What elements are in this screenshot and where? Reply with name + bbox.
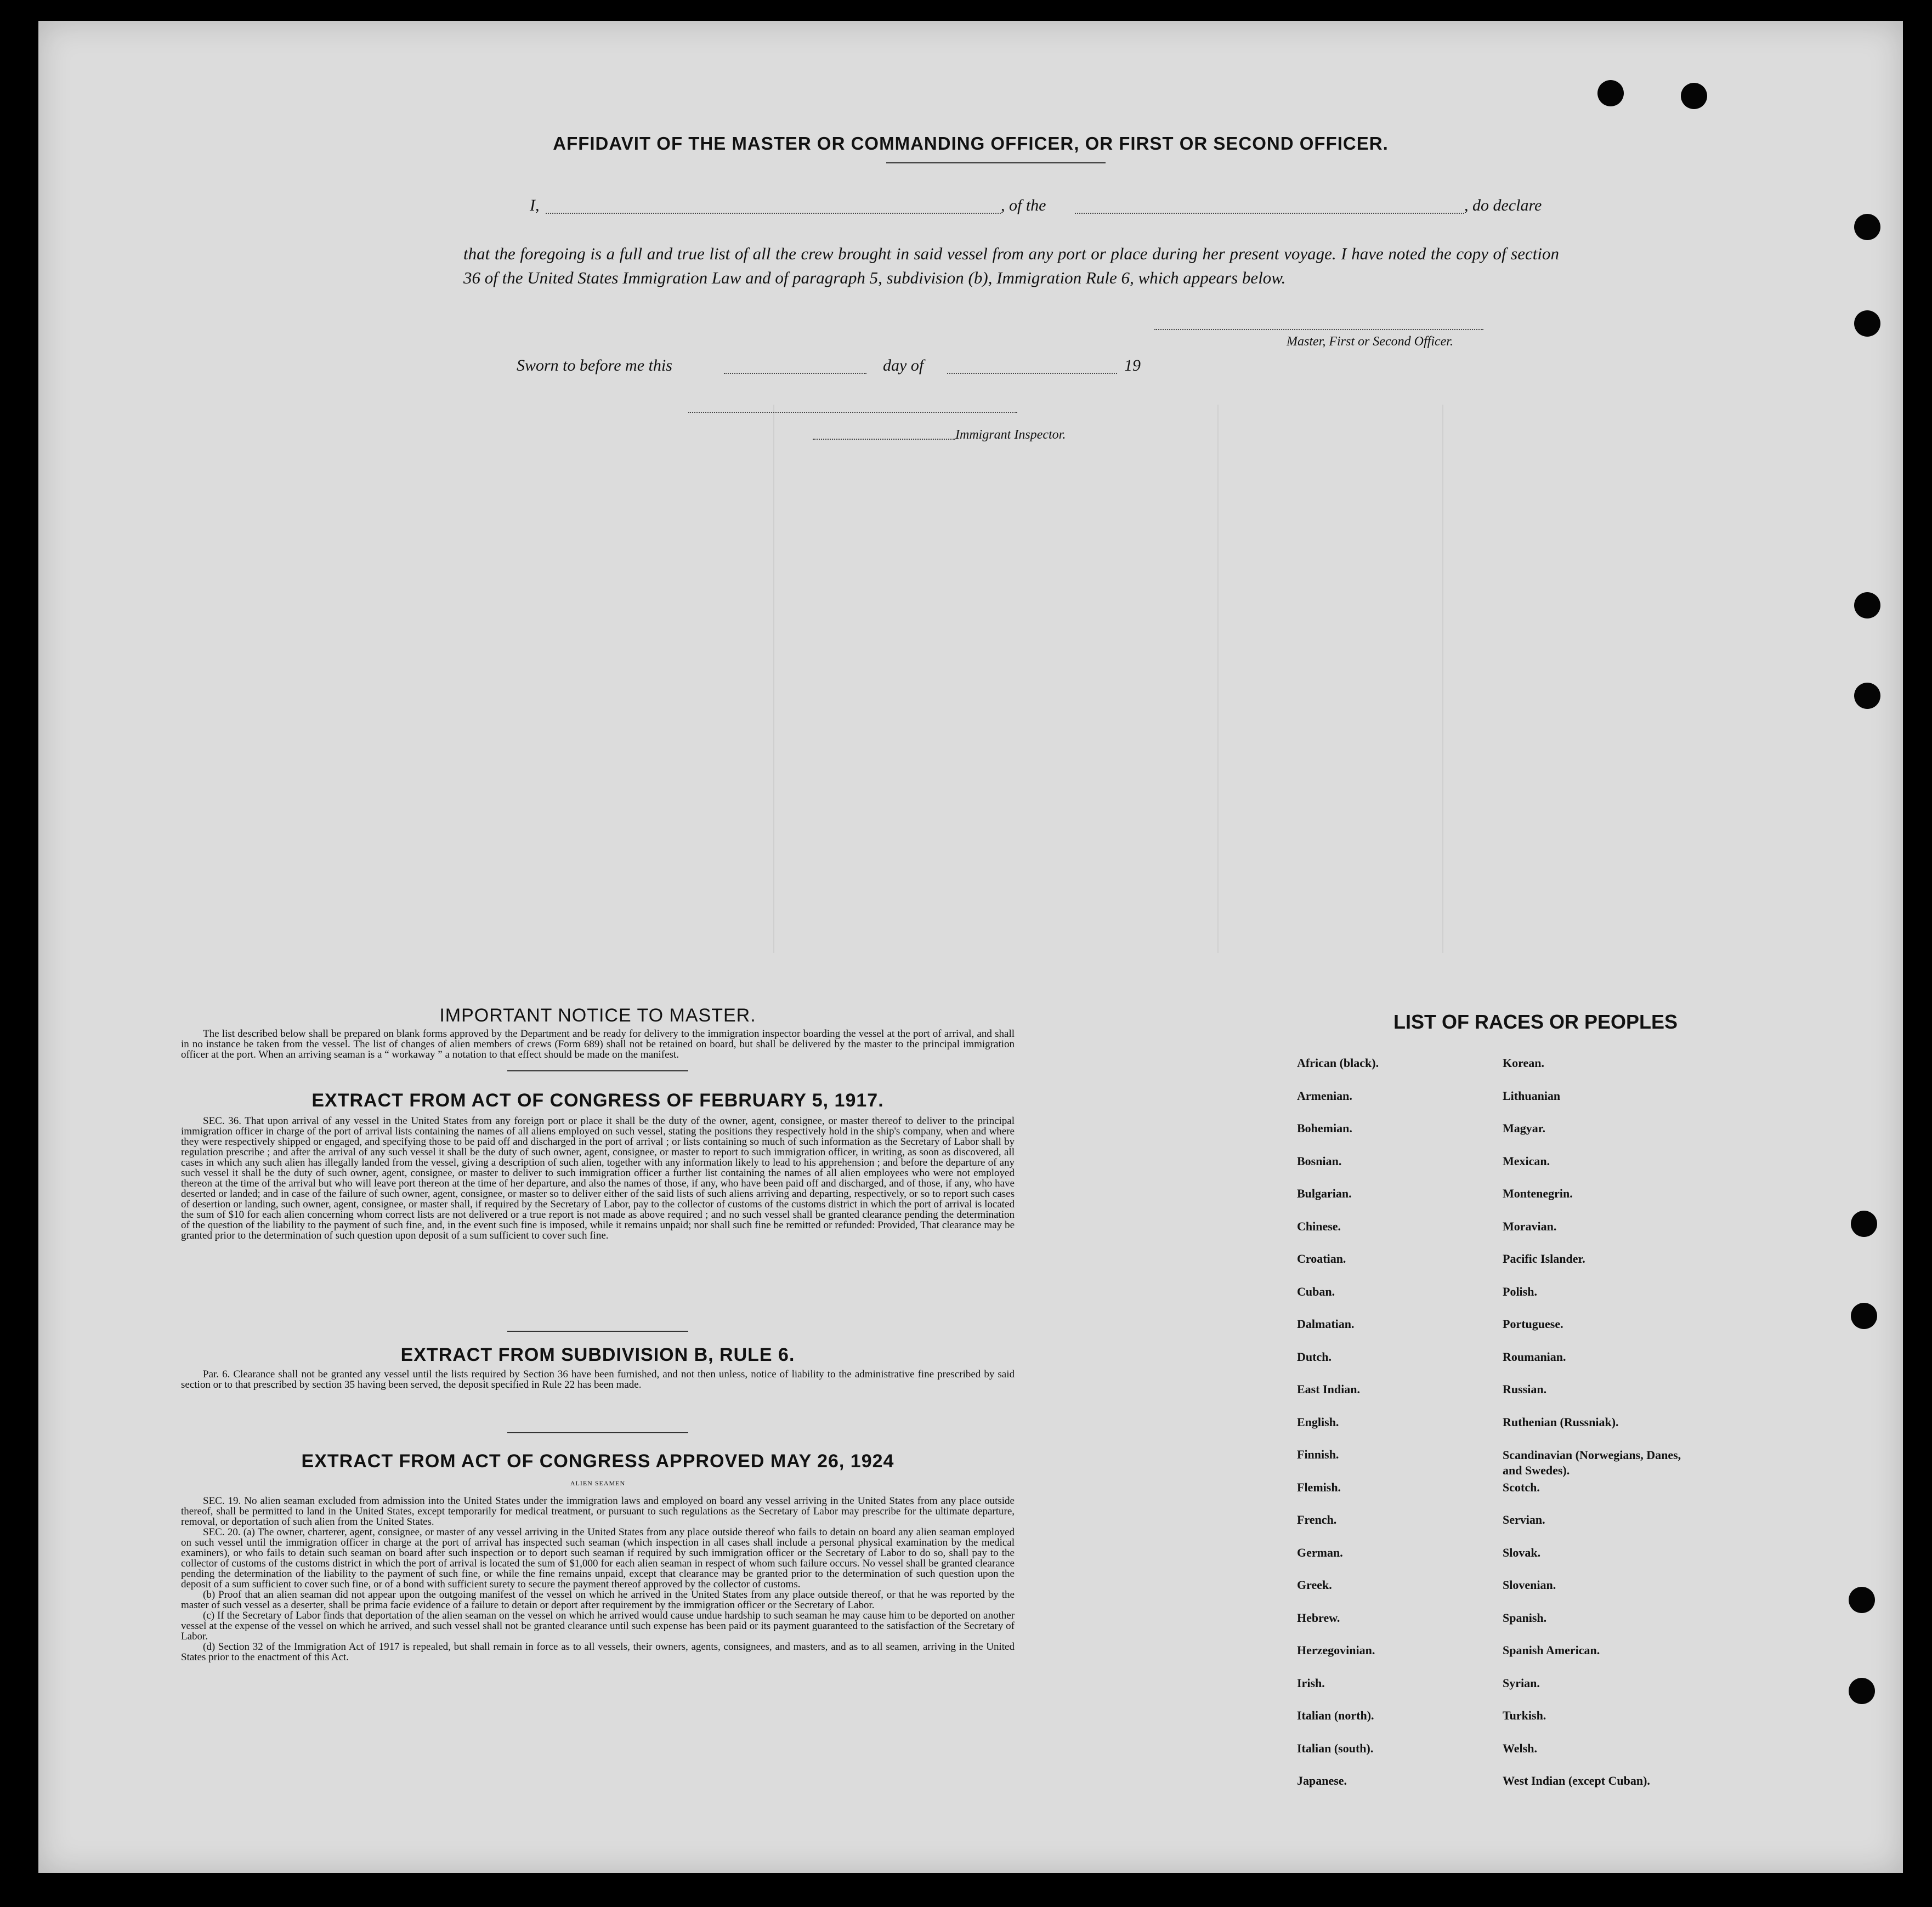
- extract-1924-title: EXTRACT FROM ACT OF CONGRESS APPROVED MAY 26, 1924: [301, 1451, 894, 1472]
- bleed-through-line: [1217, 405, 1219, 953]
- race-item: African (black).: [1297, 1056, 1379, 1070]
- race-item: Japanese.: [1297, 1774, 1347, 1787]
- notice-title: IMPORTANT NOTICE TO MASTER.: [439, 1005, 756, 1026]
- punch-hole: [1849, 1587, 1875, 1613]
- race-item: West Indian (except Cuban).: [1503, 1774, 1650, 1787]
- extract-1917-title: EXTRACT FROM ACT OF CONGRESS OF FEBRUARY 5, 1917.: [311, 1090, 884, 1111]
- race-item: Portuguese.: [1503, 1317, 1563, 1331]
- signature-label: Master, First or Second Officer.: [1287, 334, 1453, 349]
- extract-1917-text: [181, 1116, 1015, 1241]
- race-item: Ruthenian (Russniak).: [1503, 1415, 1619, 1429]
- race-item: Finnish.: [1297, 1448, 1339, 1461]
- race-item: Dalmatian.: [1297, 1317, 1355, 1331]
- race-item: Spanish American.: [1503, 1643, 1600, 1657]
- sworn-year: 19: [1124, 356, 1141, 374]
- extract-1917-paragraph: SEC. 36. That upon arrival of any vessel in the United States from any foreign port or place it shall be the duty of the owner, agent, consignee, or master thereof to deliver to the principal immigration officer in charge of the port of arrival lists containing the names of all aliens employed on such vessel, stating the positions they respectively hold in the ship's company, when and where they were respectively shipped or engaged, and specifying those to be paid off and discharged in the port of arrival ; or lists containing so much of such information as the Secretary of Labor shall by regulation prescribe ; and after the arrival of any such vessel it shall be the duty of such owner, agent, consignee, or master to report to such immigration officer, in writing, as soon as discovered, all cases in which any such alien has illegally landed from the vessel, giving a description of such alien, together with any information likely to lead to his apprehension ; and before the departure of any such vessel it shall be the duty of such owner, agent, consignee, or master to deliver to such immigration officer a further list containing the names of all alien employees who were not employed thereon at the time of the arrival but who will leave port thereon at the time of her departure, and also the names of those, if any, who have been paid off and discharged, and of those, if any, who have deserted or landed; and in case of the failure of such owner, agent, consignee, or master so to deliver either of the said lists of such aliens arriving and departing, respectively, or so to report such cases of desertion or landing, such owner, agent, consignee, or master shall, if required by the Secretary of Labor, pay to the collector of customs of the customs district in which the port of arrival is located the sum of $10 for each alien concerning whom correct lists are not delivered or a true report is not made as above required ; and no such vessel shall be granted clearance pending the determination of the question of the liability to the payment of such fine, and, in the event such fine is imposed, while it remains unpaid; nor shall such fine be remitted or refunded: Provided, That clearance may be granted prior to the determination of such question upon deposit of a sum sufficient to cover such fine.: [181, 1115, 1015, 1241]
- race-item: French.: [1297, 1513, 1337, 1526]
- race-item: Scandinavian (Norwegians, Danes, and Swedes).: [1503, 1448, 1681, 1477]
- punch-hole: [1854, 683, 1880, 709]
- sec20d-paragraph: (d) Section 32 of the Immigration Act of 1917 is repealed, but shall remain in force as to all vessels, their owners, agents, consignees, and masters, and as to all seamen, arriving in the United States prior to the enactment of this Act.: [181, 1641, 1015, 1663]
- rule6-title: EXTRACT FROM SUBDIVISION B, RULE 6.: [400, 1344, 795, 1365]
- punch-hole: [1854, 214, 1880, 240]
- race-item: German.: [1297, 1545, 1343, 1559]
- bleed-through-line: [773, 405, 774, 953]
- name-blank: [546, 213, 1001, 214]
- sec19-paragraph: SEC. 19. No alien seaman excluded from admission into the United States under the immigration laws and employed on board any vessel arriving in the United States from any place outside thereof, shall be permitted to land in the United States, except temporarily for medical treatment, or pursuant to such regulations as the Secretary of Labor may prescribe for the ultimate departure, removal, or deportation of such alien from the United States.: [181, 1495, 1015, 1528]
- race-item: Syrian.: [1503, 1676, 1540, 1690]
- race-item: Irish.: [1297, 1676, 1325, 1690]
- race-item: Bohemian.: [1297, 1121, 1352, 1135]
- section-divider: [507, 1331, 688, 1332]
- race-item: Welsh.: [1503, 1741, 1537, 1755]
- race-item: Moravian.: [1503, 1219, 1557, 1233]
- race-item: Italian (south).: [1297, 1741, 1374, 1755]
- affidavit-line-middle: , of the: [1001, 196, 1046, 214]
- sec20b-paragraph: (b) Proof that an alien seaman did not appear upon the outgoing manifest of the vessel on which he arrived in the United States from any place outside thereof, or that he was reported by the master of such vessel as a deserter, shall be prima facie evidence of a failure to detain or deport after requirement by the immigration officer or the Secretary of Labor.: [181, 1589, 1015, 1611]
- sworn-month-blank: [947, 373, 1117, 374]
- rule6-text: [181, 1369, 1015, 1390]
- document-page: [38, 21, 1903, 1873]
- race-item: Herzegovinian.: [1297, 1643, 1375, 1657]
- notice-paragraph: The list described below shall be prepared on blank forms approved by the Department and be ready for delivery to the immigration inspector boarding the vessel at the port of arrival, and shall in no instance be taken from the vessel. The list of changes of alien members of crews (Form 689) shall not be retained on board, but shall be delivered by the master to the principal immigration officer at the port. When an arriving seaman is a “ workaway ” a notation to that effect should be made on the manifest.: [181, 1028, 1015, 1060]
- race-item: Croatian.: [1297, 1252, 1346, 1265]
- race-item: Roumanian.: [1503, 1349, 1566, 1364]
- races-title: LIST OF RACES OR PEOPLES: [1393, 1011, 1678, 1033]
- race-item: East Indian.: [1297, 1382, 1360, 1396]
- notice-text: [181, 1029, 1015, 1060]
- race-item: English.: [1297, 1415, 1339, 1429]
- punch-hole: [1849, 1678, 1875, 1704]
- race-item: Bosnian.: [1297, 1154, 1342, 1168]
- punch-hole: [1851, 1303, 1877, 1329]
- affidavit-line-prefix: I,: [530, 196, 540, 214]
- race-item: Dutch.: [1297, 1349, 1332, 1364]
- sec20a-paragraph: SEC. 20. (a) The owner, charterer, agent, consignee, or master of any vessel arriving in the United States from any place outside thereof who fails to detain on board any alien seaman employed on such vessel until the immigration officer in charge at the port of arrival has inspected such seaman (which inspection in all cases shall include a personal physical examination by the medical examiners), or who fails to detain such seaman on board after such inspection or to deport such seaman if required by such immigration officer or the Secretary of Labor to do so, shall pay to the collector of customs of the customs district in which the port of arrival is located the sum of $1,000 for each alien seaman in respect of whom such failure occurs. No vessel shall be granted clearance pending the determination of the liability to the payment of such fine, or while the fine remains unpaid, except that clearance may be granted prior to the determination of such question upon the deposit of a sum sufficient to cover such fine, or of a bond with sufficient surety to secure the payment thereof approved by the collector of customs.: [181, 1526, 1015, 1590]
- sworn-prefix: Sworn to before me this: [517, 356, 672, 374]
- rule6-paragraph: Par. 6. Clearance shall not be granted any vessel until the lists required by Section 36 have been furnished, and not then unless, notice of liability to the administrative fine prescribed by said section or to that prescribed by section 35 having been served, the deposit specified in Rule 22 has been made.: [181, 1369, 1015, 1390]
- inspector-blank-1: [688, 412, 1017, 413]
- title-underline: [886, 162, 1106, 163]
- race-item: Montenegrin.: [1503, 1187, 1573, 1200]
- punch-hole: [1851, 1211, 1877, 1237]
- punch-hole: [1854, 310, 1880, 337]
- inspector-blank-2: [813, 439, 955, 440]
- race-item: Flemish.: [1297, 1480, 1341, 1494]
- extract-1924-text: [181, 1496, 1015, 1662]
- race-item: Cuban.: [1297, 1284, 1335, 1298]
- race-item: Bulgarian.: [1297, 1187, 1352, 1200]
- affidavit-body: that the foregoing is a full and true list of all the crew brought in said vessel from any port or place during her present voyage. I have noted the copy of section 36 of the United States Immigration Law and of paragraph 5, subdivision (b), Immigration Rule 6, which appears below.: [463, 244, 1559, 287]
- race-item: Mexican.: [1503, 1154, 1550, 1168]
- race-item: Pacific Islander.: [1503, 1252, 1585, 1265]
- race-item: Korean.: [1503, 1056, 1544, 1070]
- race-item: Russian.: [1503, 1382, 1547, 1396]
- signature-blank: [1154, 329, 1483, 330]
- punch-hole: [1854, 592, 1880, 618]
- affidavit-title: AFFIDAVIT OF THE MASTER OR COMMANDING OFFICER, OR FIRST OR SECOND OFFICER.: [553, 133, 1389, 154]
- race-item: Greek.: [1297, 1578, 1332, 1592]
- section-divider: [507, 1432, 688, 1433]
- sworn-day-blank: [724, 373, 866, 374]
- vessel-blank: [1075, 213, 1464, 214]
- race-item: Hebrew.: [1297, 1610, 1340, 1625]
- race-item: Slovak.: [1503, 1545, 1541, 1559]
- sec20c-paragraph: (c) If the Secretary of Labor finds that deportation of the alien seaman on the vessel on which he arrived would cause undue hardship to such seaman he may cause him to be deported on another vessel at the expense of the vessel on which he arrived, and such vessel shall not be granted clearance until such expense has been paid or its payment guaranteed to the satisfaction of the Secretary of Labor.: [181, 1610, 1015, 1642]
- inspector-label: Immigrant Inspector.: [955, 428, 1066, 442]
- affidavit-line-suffix: , do declare: [1464, 196, 1542, 214]
- section-divider: [507, 1070, 688, 1071]
- race-item: Turkish.: [1503, 1709, 1546, 1722]
- race-item: Spanish.: [1503, 1610, 1547, 1625]
- race-item: Slovenian.: [1503, 1578, 1556, 1592]
- race-item: Armenian.: [1297, 1088, 1352, 1103]
- extract-1924-subtitle: ALIEN SEAMEN: [570, 1479, 626, 1487]
- race-item: Servian.: [1503, 1513, 1545, 1526]
- race-item: Polish.: [1503, 1284, 1537, 1298]
- punch-hole: [1681, 83, 1707, 109]
- race-item: Chinese.: [1297, 1219, 1341, 1233]
- race-item: Magyar.: [1503, 1121, 1546, 1135]
- punch-hole: [1597, 80, 1624, 106]
- sworn-day-label: day of: [883, 356, 924, 374]
- bleed-through-line: [1442, 405, 1443, 953]
- race-item: Italian (north).: [1297, 1709, 1374, 1722]
- race-item: Lithuanian: [1503, 1088, 1561, 1103]
- race-item: Scotch.: [1503, 1480, 1540, 1494]
